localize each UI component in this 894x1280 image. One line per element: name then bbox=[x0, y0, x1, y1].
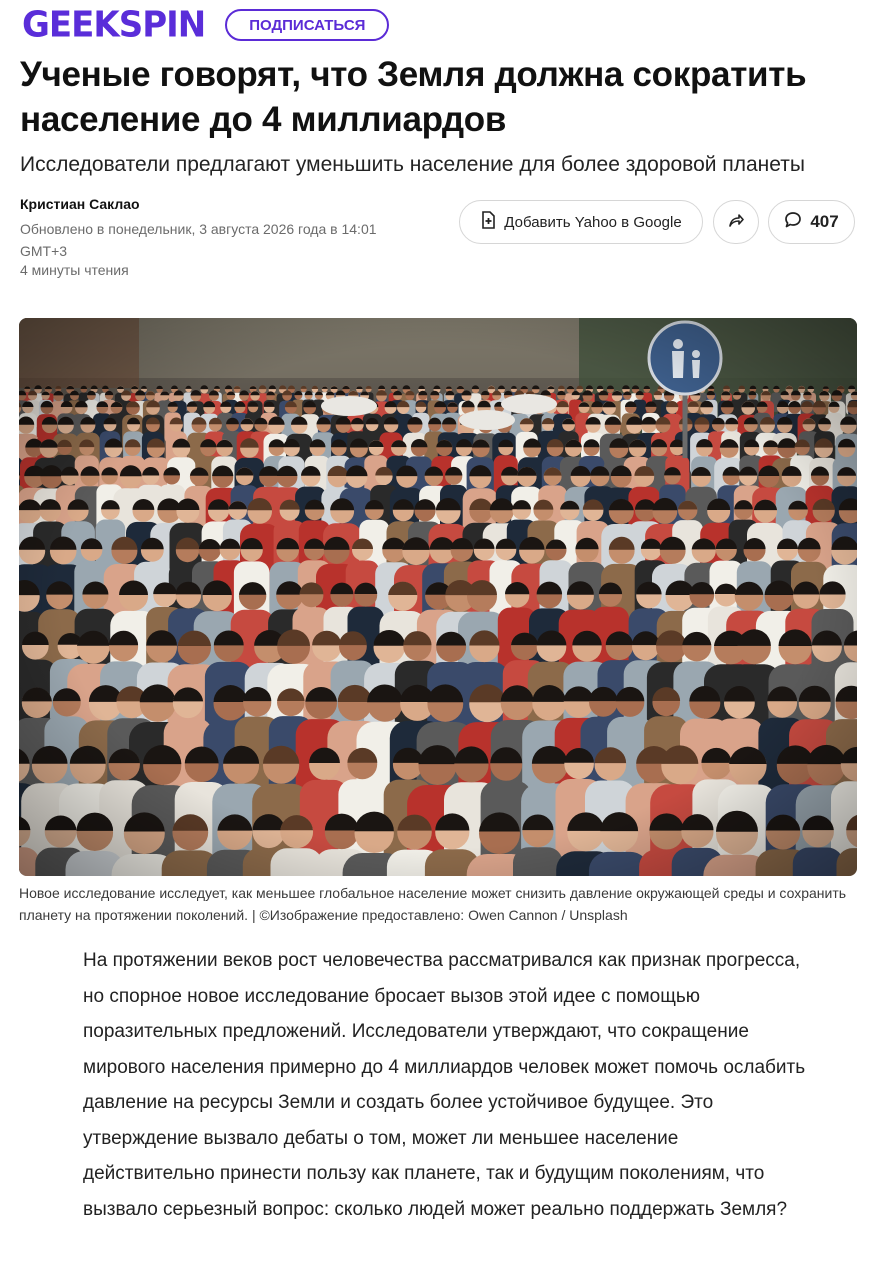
article-hero-image bbox=[19, 318, 857, 876]
article-body: На протяжении веков рост человечества рассматривался как признак прогресса, но спорное новое исследование бросает вызов этой идее с помощью поразительных предложений. Исследователи утверждают, что сокращение мирового населения примерно до 4 миллиардов человек может помочь ослабить давление на ресурсы Земли и создать более устойчивое будущее. Это утверждение вызвало дебаты о том, может ли меньшее население действительно принести пользу как планете, так и будущим поколениям, что вызвало серьезный вопрос: сколько людей может реально поддержать Земля? bbox=[83, 950, 806, 1220]
add-google-label: Добавить Yahoo в Google bbox=[504, 213, 682, 231]
subscribe-button[interactable]: ПОДПИСАТЬСЯ bbox=[225, 9, 389, 41]
comment-bubble-icon bbox=[784, 211, 802, 234]
article-title: Ученые говорят, что Земля должна сократить население до 4 миллиардов bbox=[20, 55, 807, 139]
bookmark-plus-icon bbox=[480, 211, 496, 233]
site-logo[interactable]: GEEKSPIN bbox=[22, 4, 206, 47]
image-caption: Новое исследование исследует, как меньшее глобальное население может снизить давление окружающей среды и сохранить планету на протяжении поколений. | ©Изображение предоставлено: Owen Cannon / Unsplash bbox=[19, 885, 847, 923]
share-button[interactable] bbox=[713, 200, 759, 244]
updated-timestamp: Обновлено в понедельник, 3 августа 2026 года в 14:01 GMT+3 bbox=[20, 221, 377, 259]
author-name[interactable]: Кристиан Саклао bbox=[20, 196, 140, 212]
comments-count: 407 bbox=[810, 212, 839, 231]
read-time: 4 минуты чтения bbox=[20, 262, 129, 278]
share-arrow-icon bbox=[728, 212, 744, 232]
article-subtitle: Исследователи предлагают уменьшить население для более здоровой планеты bbox=[20, 153, 805, 176]
add-yahoo-to-google-button[interactable] bbox=[459, 200, 703, 244]
comments-button[interactable] bbox=[768, 200, 855, 244]
site-header bbox=[22, 4, 389, 47]
